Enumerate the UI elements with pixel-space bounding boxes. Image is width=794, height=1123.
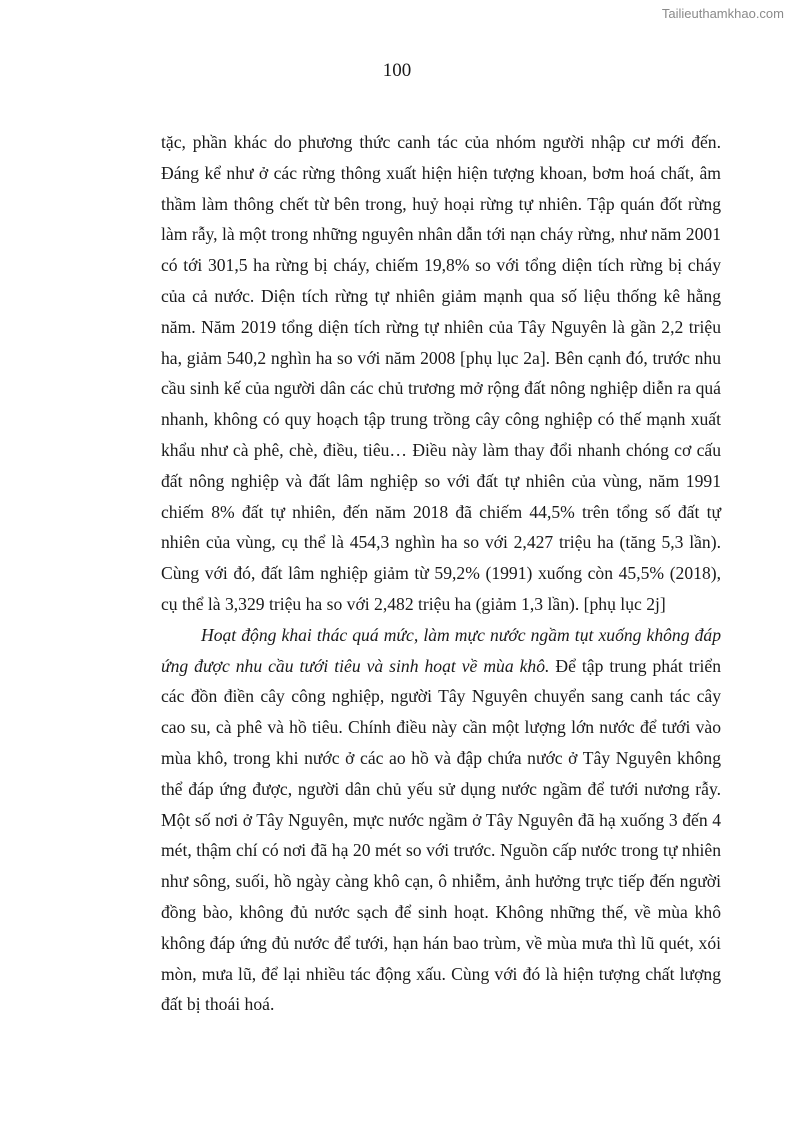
watermark: Tailieuthamkhao.com	[661, 6, 784, 21]
paragraph-1: tặc, phần khác do phương thức canh tác của nhóm người nhập cư mới đến. Đáng kể như ở các rừng thông xuất hiện hiện tượng khoan, bơm hoá chất, âm thầm làm thông chết từ bên trong, huỷ hoại rừng tự nhiên. Tập quán đốt rừng làm rẫy, là một trong những nguyên nhân dẫn tới nạn cháy rừng, như năm 2001 có tới 301,5 ha rừng bị cháy, chiếm 19,8% so với tổng diện tích rừng bị cháy của cả nước. Diện tích rừng tự nhiên giảm mạnh qua số liệu thống kê hằng năm. Năm 2019 tổng diện tích rừng tự nhiên của Tây Nguyên là gần 2,2 triệu ha, giảm 540,2 nghìn ha so với năm 2008 [phụ lục 2a]. Bên cạnh đó, trước nhu cầu sinh kế của người dân các chủ trương mở rộng đất nông nghiệp diễn ra quá nhanh, không có quy hoạch tập trung trồng cây công nghiệp có thế mạnh xuất khẩu như cà phê, chè, điều, tiêu… Điều này làm thay đổi nhanh chóng cơ cấu đất nông nghiệp và đất lâm nghiệp so với đất tự nhiên của vùng, năm 1991 chiếm 8% đất tự nhiên, đến năm 2018 đã chiếm 44,5% trên tổng số đất tự nhiên của vùng, cụ thể là 454,3 nghìn ha so với 2,427 triệu ha (tăng 5,3 lần). Cùng với đó, đất lâm nghiệp giảm từ 59,2% (1991) xuống còn 45,5% (2018), cụ thể là 3,329 triệu ha so với 2,482 triệu ha (giảm 1,3 lần). [phụ lục 2j]	[161, 132, 721, 614]
document-body	[161, 127, 721, 1020]
paragraph-2-italic-lead: Hoạt động khai thác quá mức, làm mực nước ngầm tụt xuống không đáp ứng được nhu cầu tưới tiêu và sinh hoạt về mùa khô.	[161, 624, 721, 676]
paragraph-2-text: Để tập trung phát triển các đồn điền cây công nghiệp, người Tây Nguyên chuyển sang canh tác cây cao su, cà phê và hồ tiêu. Chính điều này cần một lượng lớn nước để tưới vào mùa khô, trong khi nước ở các ao hồ và đập chứa nước ở Tây Nguyên không thể đáp ứng được, người dân chủ yếu sử dụng nước ngầm để tưới nương rẫy. Một số nơi ở Tây Nguyên, mực nước ngầm ở Tây Nguyên đã hạ xuống 3 đến 4 mét, thậm chí có nơi đã hạ 20 mét so với trước. Nguồn cấp nước trong tự nhiên như sông, suối, hồ ngày càng khô cạn, ô nhiễm, ảnh hưởng trực tiếp đến người đồng bào, không đủ nước sạch để sinh hoạt. Không những thế, về mùa khô không đáp ứng đủ nước để tưới, hạn hán bao trùm, về mùa mưa thì lũ quét, xói mòn, mưa lũ, để lại nhiều tác động xấu. Cùng với đó là hiện tượng chất lượng đất bị thoái hoá.	[161, 655, 721, 1015]
paragraph-2	[161, 620, 721, 1020]
page-number: 100	[382, 60, 412, 81]
